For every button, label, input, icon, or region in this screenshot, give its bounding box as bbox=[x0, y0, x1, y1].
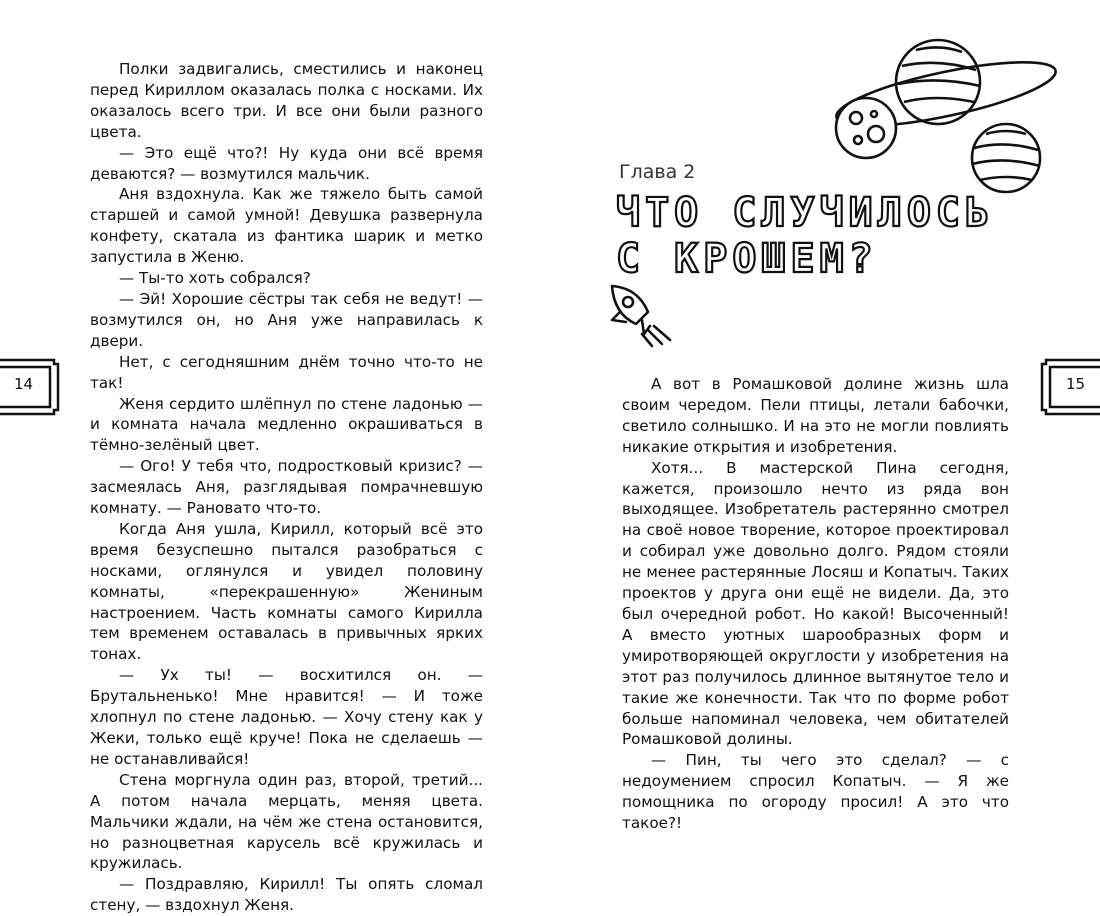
paragraph: Аня вздохнула. Как же тяжело быть самой старшей и самой умной! Девушка развернула конфету, скатала из фантика шарик и метко запустила в Женю. bbox=[90, 185, 483, 267]
left-page-text bbox=[90, 59, 483, 916]
chapter-label: Глава 2 bbox=[619, 161, 696, 183]
page-number: 14 bbox=[14, 375, 34, 393]
paragraph: Женя сердито шлёпнул по стене ладонью — и комната начала медленно окрашиваться в тёмно-зелёный цвет. bbox=[90, 394, 483, 455]
paragraph: — Ух ты! — восхитился он. — Брутальненько! Мне нравится! — И тоже хлопнул по стене ладонью. — Хочу стену как у Жеки, только ещё круче! Пока не сделаешь — не останавливайся! bbox=[90, 666, 483, 768]
page-number-badge bbox=[0, 358, 60, 416]
paragraph: — Пин, ты чего это сделал? — с недоумением спросил Копатыч. — Я же помощника по огороду просил! А это что такое?! bbox=[622, 751, 1009, 833]
chapter-title: ЧТО СЛУЧИЛОСЬ С КРОШЕМ? bbox=[616, 190, 995, 282]
right-page-text bbox=[622, 374, 1009, 834]
paragraph: — Эй! Хорошие сёстры так себя не ведут! — возмутился он, но Аня уже направилась к двери. bbox=[90, 289, 483, 350]
paragraph: — Ого! У тебя что, подростковый кризис? — засмеялась Аня, разглядывая помрачневшую комнату. — Рановато что-то. bbox=[90, 457, 483, 518]
paragraph: Нет, с сегодняшним днём точно что-то не так! bbox=[90, 352, 483, 392]
left-page bbox=[0, 0, 550, 915]
page-number-badge bbox=[1040, 358, 1100, 416]
paragraph: — Поздравляю, Кирилл! Ты опять сломал стену, — вздохнул Женя. bbox=[90, 875, 483, 915]
paragraph: — Ты-то хоть собрался? bbox=[119, 269, 311, 288]
paragraph: Хотя... В мастерской Пина сегодня, кажется, произошло нечто из ряда вон выходящее. Изобретатель растерянно смотрел на своё новое творение, которое проектировал и собирал уже довольно долго. Рядом стояли не менее растерянные Лосяш и Копатыч. Таких проектов у друга они ещё не видели. Да, это был очередной робот. Но какой! Высоченный! А вместо уютных шарообразных форм и умиротворяющей округлости у изобретения на этот раз получилось длинное вытянутое тело и такие же конечности. Так что по форме робот больше напоминал человека, чем обитателей Ромашковой долины. bbox=[622, 458, 1009, 749]
page-number: 15 bbox=[1066, 375, 1086, 393]
rocket-icon bbox=[608, 282, 674, 352]
paragraph: Стена моргнула один раз, второй, третий... А потом начала мерцать, меняя цвета. Мальчики ждали, на чём же стена остановится, но разноцветная карусель всё кружилась и кружилась. bbox=[90, 770, 483, 873]
right-page bbox=[550, 0, 1100, 845]
paragraph: — Это ещё что?! Ну куда они всё время деваются? — возмутился мальчик. bbox=[90, 143, 483, 183]
paragraph: Когда Аня ушла, Кирилл, который всё это время безуспешно пытался разобраться с носками, оглянулся и увидел половину комнаты, «перекрашенную» Жениным настроением. Часть комнаты самого Кирилла тем временем оставалась в привычных ярких тонах. bbox=[90, 519, 483, 664]
paragraph: А вот в Ромашковой долине жизнь шла своим чередом. Пели птицы, летали бабочки, светило солнышко. И на это не могли повлиять никакие открытия и изобретения. bbox=[622, 375, 1009, 456]
paragraph: Полки задвигались, сместились и наконец перед Кириллом оказалась полка с носками. Их оказалось всего три. И все они были разного цвета. bbox=[90, 60, 483, 141]
planets-illustration-icon bbox=[828, 36, 1060, 196]
